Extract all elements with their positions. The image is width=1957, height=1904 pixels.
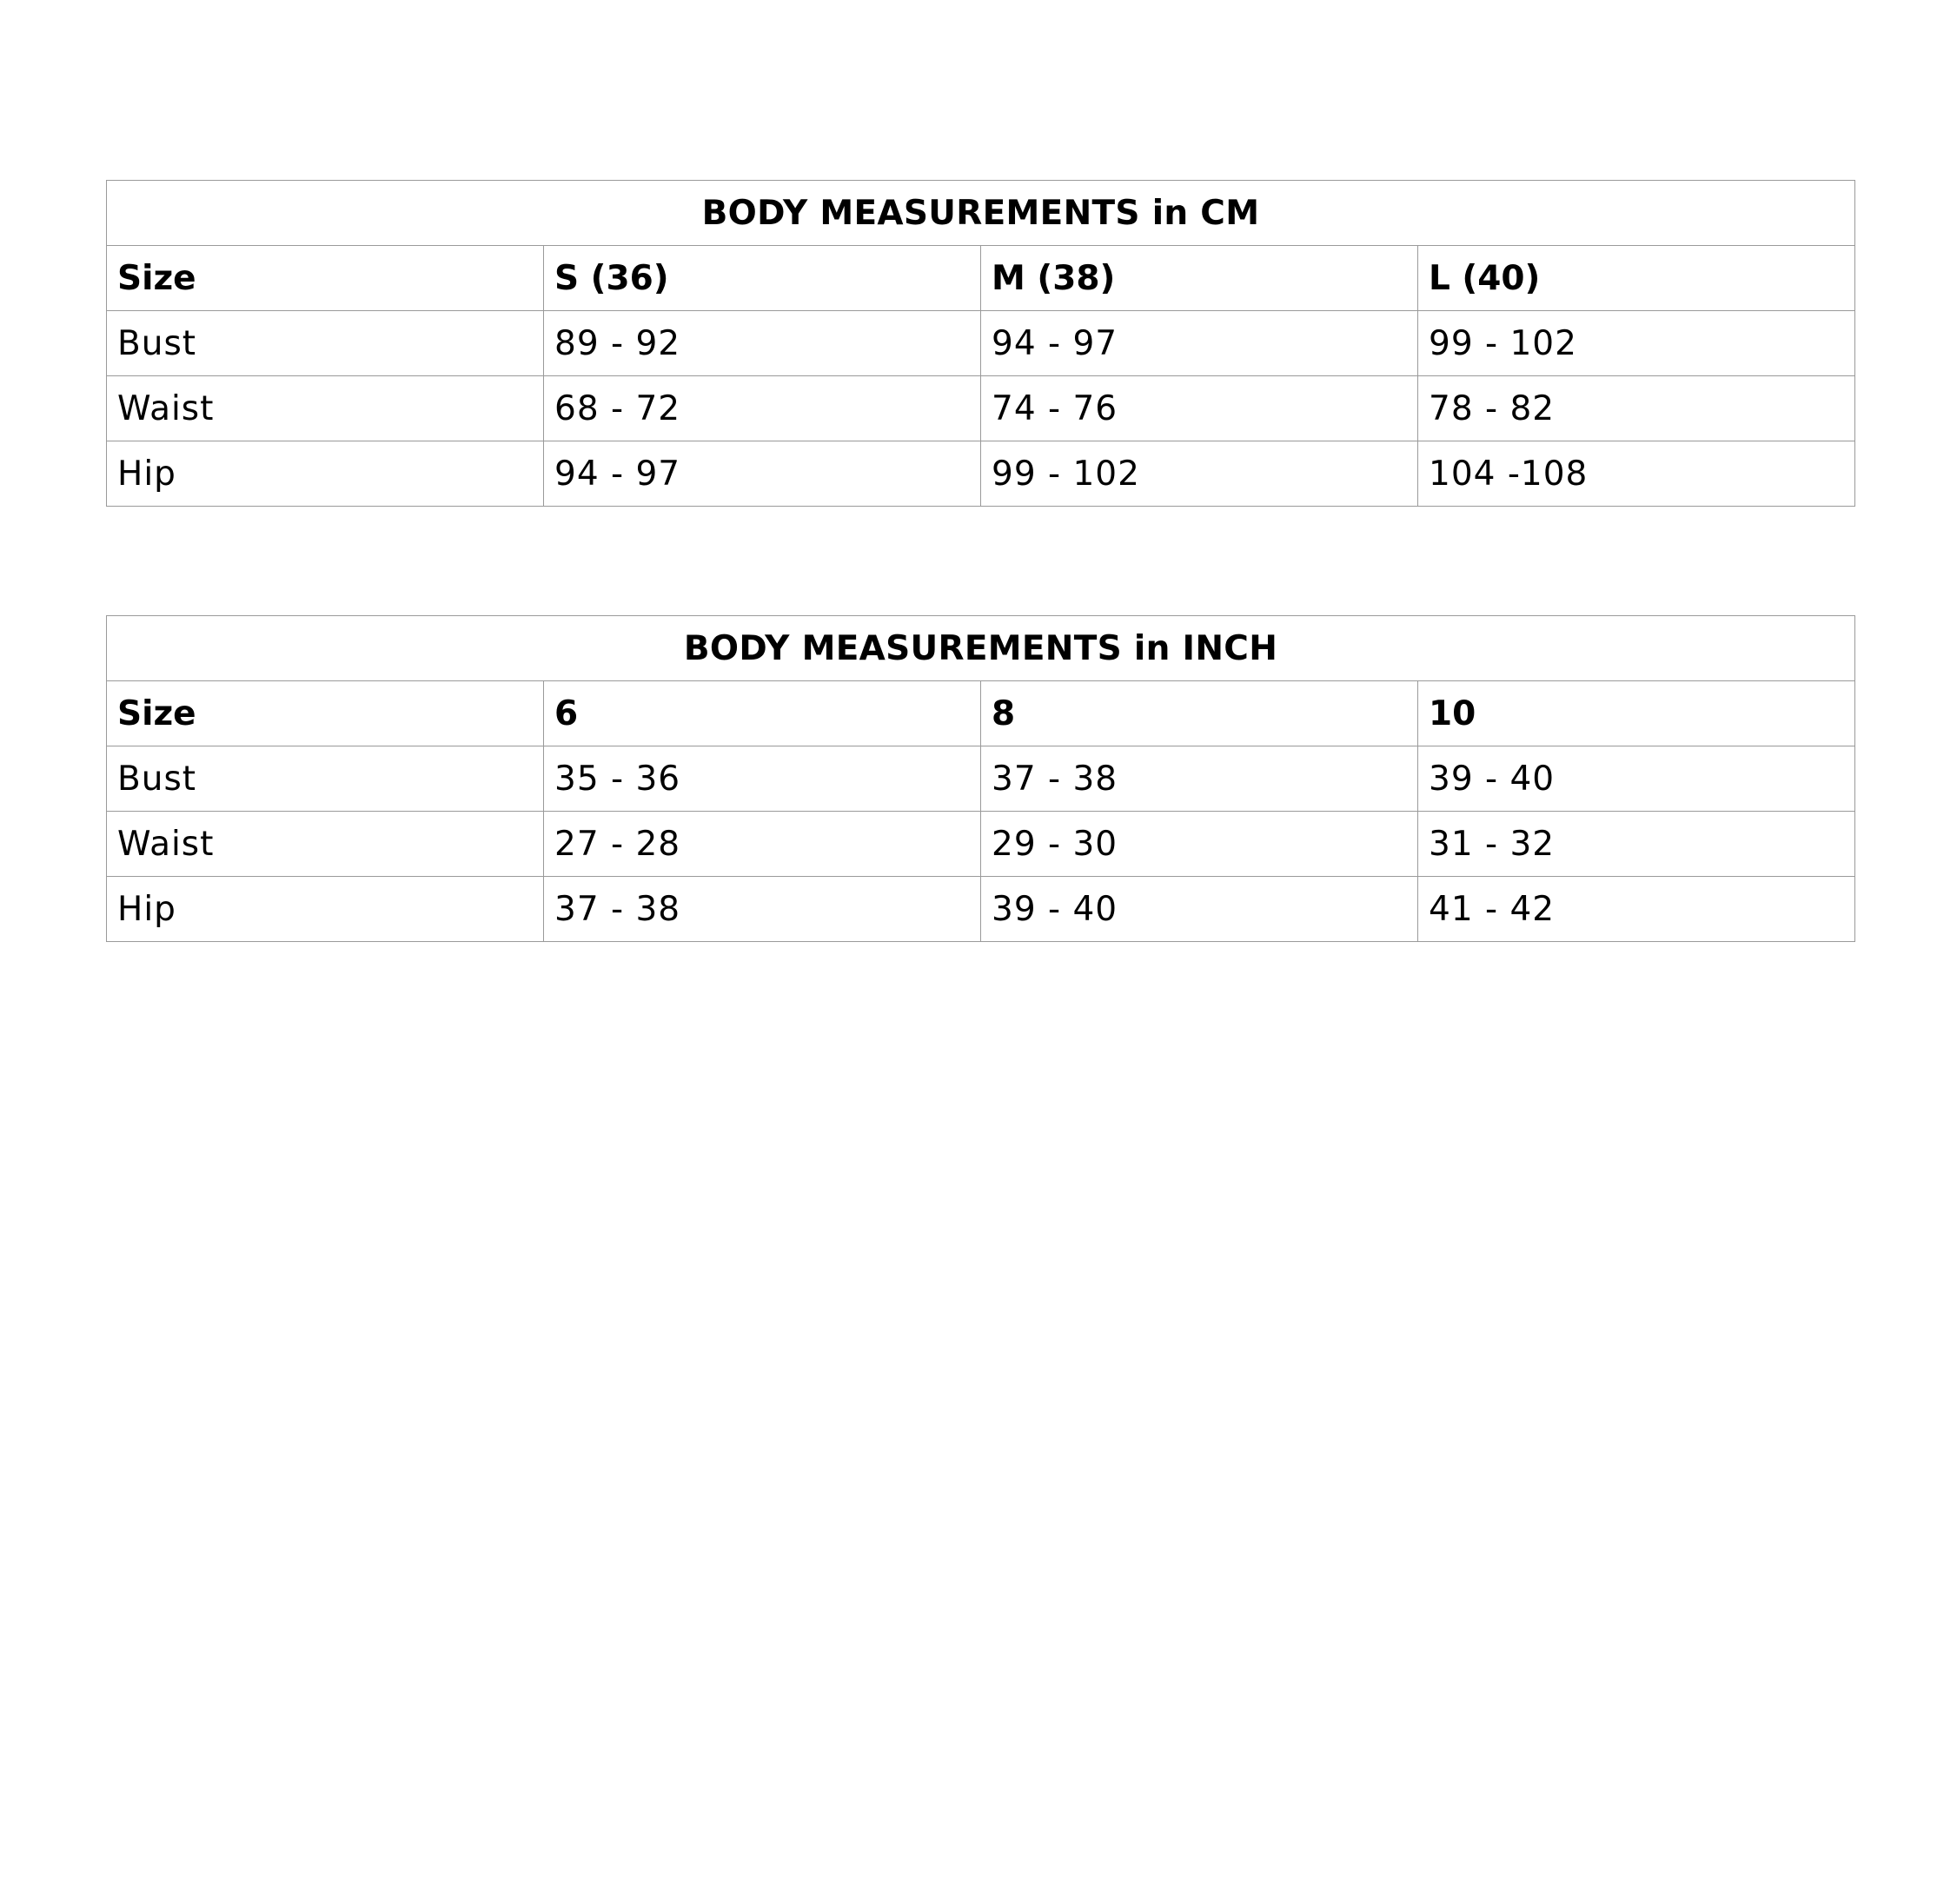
table-title: BODY MEASUREMENTS in INCH [107,616,1855,681]
table-cell: 31 - 32 [1418,812,1855,877]
size-table-cm [106,180,1855,507]
table-cell: 94 - 97 [544,441,981,507]
table-cell: 99 - 102 [981,441,1418,507]
table-row [107,812,1855,877]
table-row [107,746,1855,812]
table-cell: 68 - 72 [544,376,981,441]
table-header-row [107,246,1855,311]
table-cell: 39 - 40 [981,877,1418,942]
table-title-row [107,181,1855,246]
table-cell: 37 - 38 [544,877,981,942]
header-cell-size: Size [107,246,544,311]
table-cell: 104 -108 [1418,441,1855,507]
table-row [107,441,1855,507]
table-cell: 27 - 28 [544,812,981,877]
table-cell: 89 - 92 [544,311,981,376]
table-cell: 39 - 40 [1418,746,1855,812]
table-cell: 41 - 42 [1418,877,1855,942]
header-cell: 6 [544,681,981,746]
table-header-row [107,681,1855,746]
table-title: BODY MEASUREMENTS in CM [107,181,1855,246]
table-cell: 29 - 30 [981,812,1418,877]
row-label: Hip [107,877,544,942]
table-cell: 35 - 36 [544,746,981,812]
table-cell: 94 - 97 [981,311,1418,376]
table-row [107,877,1855,942]
table-cell: 37 - 38 [981,746,1418,812]
header-cell: S (36) [544,246,981,311]
table-cell: 99 - 102 [1418,311,1855,376]
size-table-inch [106,615,1855,942]
row-label: Bust [107,311,544,376]
row-label: Bust [107,746,544,812]
header-cell: 8 [981,681,1418,746]
table-cell: 78 - 82 [1418,376,1855,441]
table-cell: 74 - 76 [981,376,1418,441]
row-label: Hip [107,441,544,507]
header-cell-size: Size [107,681,544,746]
row-label: Waist [107,812,544,877]
header-cell: M (38) [981,246,1418,311]
header-cell: L (40) [1418,246,1855,311]
header-cell: 10 [1418,681,1855,746]
table-title-row [107,616,1855,681]
row-label: Waist [107,376,544,441]
table-row [107,311,1855,376]
table-row [107,376,1855,441]
